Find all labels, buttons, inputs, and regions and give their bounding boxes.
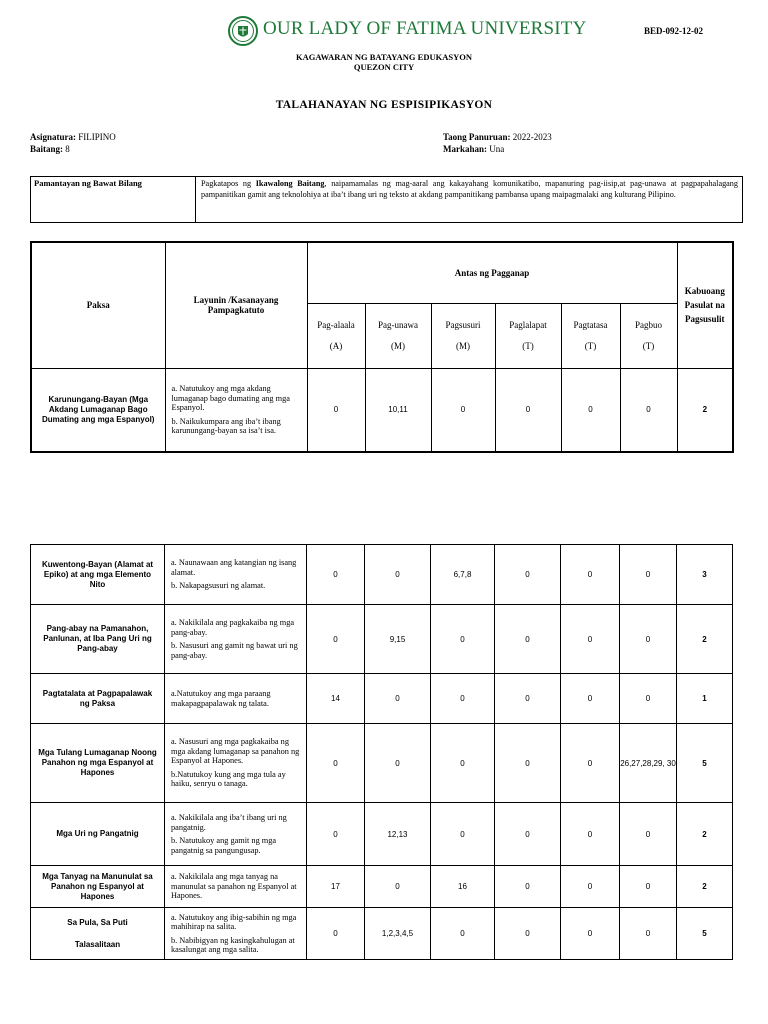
item-number-cell: 0 — [561, 674, 620, 724]
item-number-cell: 0 — [620, 908, 677, 960]
item-number-cell: 0 — [561, 724, 620, 803]
standard-text-post: , naipamamalas ng mag-aaral ang kakayahang komunikatibo, mapanuring pag-iisip,at pag-unawa at pagpapahalagang pampanitikan gamit ang teknolohiya at iba’t ibang uri ng teksto at akdang pampanitikang pambansa upang maipagmalaki ang kulturang Pilipino. — [201, 179, 738, 199]
item-number-cell: 0 — [561, 368, 620, 452]
item-number-cell: 0 — [431, 908, 495, 960]
item-number-cell: 0 — [307, 724, 365, 803]
level-name: Pag-unawa — [378, 319, 418, 330]
school-year-value: 2022-2023 — [512, 132, 552, 142]
objective-item: b. Nabibigyan ng kasingkahulugan at kasalungat ang mga salita. — [171, 935, 295, 954]
objective-item: b. Nakapagsusuri ng alamat. — [171, 581, 266, 591]
total-cell: 2 — [677, 605, 733, 674]
item-number-cell: 14 — [307, 674, 365, 724]
item-number-cell: 0 — [495, 724, 561, 803]
specification-table-part2 — [30, 544, 733, 960]
table-row — [31, 908, 733, 960]
standard-text-grade: Ikawalong Baitang — [255, 179, 325, 188]
objective-item: a.Natutukoy ang mga paraang makapagpapalawak ng talata. — [171, 689, 271, 708]
item-number-cell: 0 — [495, 368, 561, 452]
term-value: Una — [489, 144, 505, 154]
total-cell: 1 — [677, 674, 733, 724]
table-row — [31, 866, 733, 908]
item-number-cell: 0 — [620, 674, 677, 724]
topic-text: Mga Uri ng Pangatnig — [56, 829, 139, 838]
document-title: TALAHANAYAN NG ESPISIPIKASYON — [275, 99, 493, 111]
item-number-cell: 0 — [561, 803, 620, 866]
item-number-cell: 0 — [495, 674, 561, 724]
level-name: Pag-alaala — [317, 319, 355, 330]
topic-cell — [31, 674, 165, 724]
item-number-cell: 0 — [365, 545, 431, 605]
item-number-cell: 0 — [431, 674, 495, 724]
level-code: (T) — [584, 340, 597, 351]
objective-cell — [165, 908, 307, 960]
total-cell: 2 — [677, 368, 733, 452]
item-number-cell: 0 — [620, 605, 677, 674]
header-total: Kabuoang Pasulat na Pagsusulit — [677, 242, 733, 368]
grade-value: 8 — [65, 144, 70, 154]
item-number-cell: 0 — [561, 908, 620, 960]
topic-cell — [31, 545, 165, 605]
item-number-cell: 0 — [495, 908, 561, 960]
item-number-cell: 0 — [620, 803, 677, 866]
objective-item: b. Nasusuri ang gamit ng bawat uri ng pang-abay. — [171, 641, 298, 660]
table-row — [31, 674, 733, 724]
header-objective: Layunin /Kasanayang Pampagkatuto — [165, 242, 307, 368]
item-number-cell: 10,11 — [365, 368, 431, 452]
level-code: (T) — [642, 340, 655, 351]
table-row — [31, 368, 733, 452]
term-line — [443, 143, 504, 155]
level-header — [307, 303, 365, 368]
item-number-cell: 0 — [561, 866, 620, 908]
level-header — [495, 303, 561, 368]
table-row — [31, 545, 733, 605]
specification-table-part1 — [30, 241, 734, 453]
objective-item: a. Naunawaan ang katangian ng isang alamat. — [171, 558, 297, 577]
table-row — [31, 605, 733, 674]
objective-cell — [165, 545, 307, 605]
university-seal-logo — [228, 13, 258, 49]
standard-label: Pamantayan ng Bawat Bilang — [31, 177, 196, 222]
level-name: Pagtatasa — [573, 319, 608, 330]
item-number-cell: 26,27,28,29, 30 — [620, 724, 677, 803]
table-row — [31, 803, 733, 866]
objective-item: a. Nasusuri ang mga pagkakaiba ng mga akdang lumaganap sa panahon ng Espanyol at Hapones. — [171, 737, 300, 766]
objective-item: a. Nakikilala ang mga tanyag na manunulat sa panahon ng Espanyol at Hapones. — [171, 872, 297, 901]
term-label: Markahan: — [443, 144, 488, 154]
topic-cell — [31, 866, 165, 908]
item-number-cell: 0 — [495, 545, 561, 605]
item-number-cell: 0 — [620, 368, 677, 452]
university-name: OUR LADY OF FATIMA UNIVERSITY — [263, 18, 587, 39]
item-number-cell: 0 — [495, 866, 561, 908]
total-cell: 2 — [677, 866, 733, 908]
item-number-cell: 0 — [561, 605, 620, 674]
document-code: BED-092-12-02 — [644, 26, 703, 36]
item-number-cell: 0 — [307, 368, 365, 452]
table-row — [31, 724, 733, 803]
item-number-cell: 0 — [307, 803, 365, 866]
level-header — [561, 303, 620, 368]
objective-item: a. Natutukoy ang mga akdang lumaganap bago dumating ang mga Espanyol. — [171, 384, 290, 412]
header-topic: Paksa — [31, 242, 165, 368]
header-performance-levels: Antas ng Pagganap — [307, 242, 677, 303]
objective-cell — [165, 724, 307, 803]
department-name: KAGAWARAN NG BATAYANG EDUKASYON — [296, 52, 472, 62]
topic-cell — [31, 803, 165, 866]
topic-text: Karunungang-Bayan (Mga Akdang Lumaganap Bago Dumating ang mga Espanyol) — [42, 394, 155, 424]
item-number-cell: 0 — [495, 605, 561, 674]
topic-text: Mga Tulang Lumaganap Noong Panahon ng mga Espanyol at Hapones — [38, 748, 157, 777]
item-number-cell: 0 — [365, 866, 431, 908]
topic-subtext: Talasalitaan — [74, 939, 121, 949]
topic-text: Pang-abay na Pamanahon, Panlunan, at Iba Pang Uri ng Pang-abay — [43, 624, 152, 653]
topic-cell — [31, 605, 165, 674]
city-name: QUEZON CITY — [353, 62, 415, 72]
topic-text: Mga Tanyag na Manunulat sa Panahon ng Espanyol at Hapones — [42, 871, 153, 901]
item-number-cell: 0 — [495, 803, 561, 866]
item-number-cell: 0 — [431, 368, 495, 452]
item-number-cell: 9,15 — [365, 605, 431, 674]
grade-line — [30, 143, 70, 155]
item-number-cell: 0 — [307, 545, 365, 605]
objective-item: b.Natutukoy kung ang mga tula ay haiku, senryu o tanaga. — [171, 769, 286, 789]
item-number-cell: 0 — [620, 866, 677, 908]
standard-text — [197, 177, 742, 201]
topic-text: Pagtatalata at Pagpapalawak ng Paksa — [42, 688, 153, 708]
topic-cell — [31, 724, 165, 803]
item-number-cell: 0 — [431, 803, 495, 866]
school-year-label: Taong Panuruan: — [443, 132, 511, 142]
school-year-line — [443, 131, 552, 143]
item-number-cell: 0 — [307, 605, 365, 674]
subject-line — [30, 131, 116, 143]
objective-cell — [165, 674, 307, 724]
total-cell: 5 — [677, 724, 733, 803]
level-header — [431, 303, 495, 368]
item-number-cell: 0 — [431, 724, 495, 803]
level-header — [620, 303, 677, 368]
objective-cell — [165, 803, 307, 866]
level-name: Pagsusuri — [445, 319, 481, 330]
total-cell: 2 — [677, 803, 733, 866]
level-name: Pagbuo — [635, 319, 663, 330]
objective-item: b. Naikukumpara ang iba’t ibang karunungang-bayan sa isa’t isa. — [171, 416, 281, 435]
level-code: (T) — [522, 340, 534, 351]
topic-cell — [31, 368, 165, 452]
item-number-cell: 0 — [620, 545, 677, 605]
objective-item: a. Nakikilala ang pagkakaiba ng mga pang-abay. — [171, 618, 295, 637]
level-name: Paglalapat — [509, 319, 547, 330]
total-cell: 5 — [677, 908, 733, 960]
objective-cell — [165, 605, 307, 674]
item-number-cell: 0 — [307, 908, 365, 960]
objective-cell — [165, 866, 307, 908]
item-number-cell: 17 — [307, 866, 365, 908]
department-heading — [0, 52, 768, 72]
topic-cell — [31, 908, 165, 960]
item-number-cell: 1,2,3,4,5 — [365, 908, 431, 960]
item-number-cell: 0 — [431, 605, 495, 674]
subject-label: Asignatura: — [30, 132, 77, 142]
level-code: (M) — [456, 340, 470, 351]
item-number-cell: 0 — [561, 545, 620, 605]
objective-item: b. Natutukoy ang gamit ng mga pangatnig sa pangungusap. — [171, 836, 277, 855]
objective-item: a. Natutukoy ang ibig-sabihin ng mga mahihirap na salita. — [171, 912, 297, 931]
objective-item: a. Nakikilala ang iba’t ibang uri ng pangatnig. — [171, 813, 287, 832]
total-cell: 3 — [677, 545, 733, 605]
item-number-cell: 0 — [365, 724, 431, 803]
level-code: (M) — [391, 340, 405, 351]
subject-value: FILIPINO — [78, 132, 116, 142]
objective-cell — [165, 368, 307, 452]
standard-box — [30, 176, 743, 223]
item-number-cell: 16 — [431, 866, 495, 908]
item-number-cell: 0 — [365, 674, 431, 724]
level-code: (A) — [329, 340, 343, 351]
item-number-cell: 6,7,8 — [431, 545, 495, 605]
level-header — [365, 303, 431, 368]
topic-text: Sa Pula, Sa Puti — [67, 917, 128, 927]
grade-label: Baitang: — [30, 144, 64, 154]
topic-text: Kuwentong-Bayan (Alamat at Epiko) at ang mga Elemento Nito — [41, 559, 154, 589]
item-number-cell: 12,13 — [365, 803, 431, 866]
standard-text-pre: Pagkatapos ng — [201, 179, 256, 188]
